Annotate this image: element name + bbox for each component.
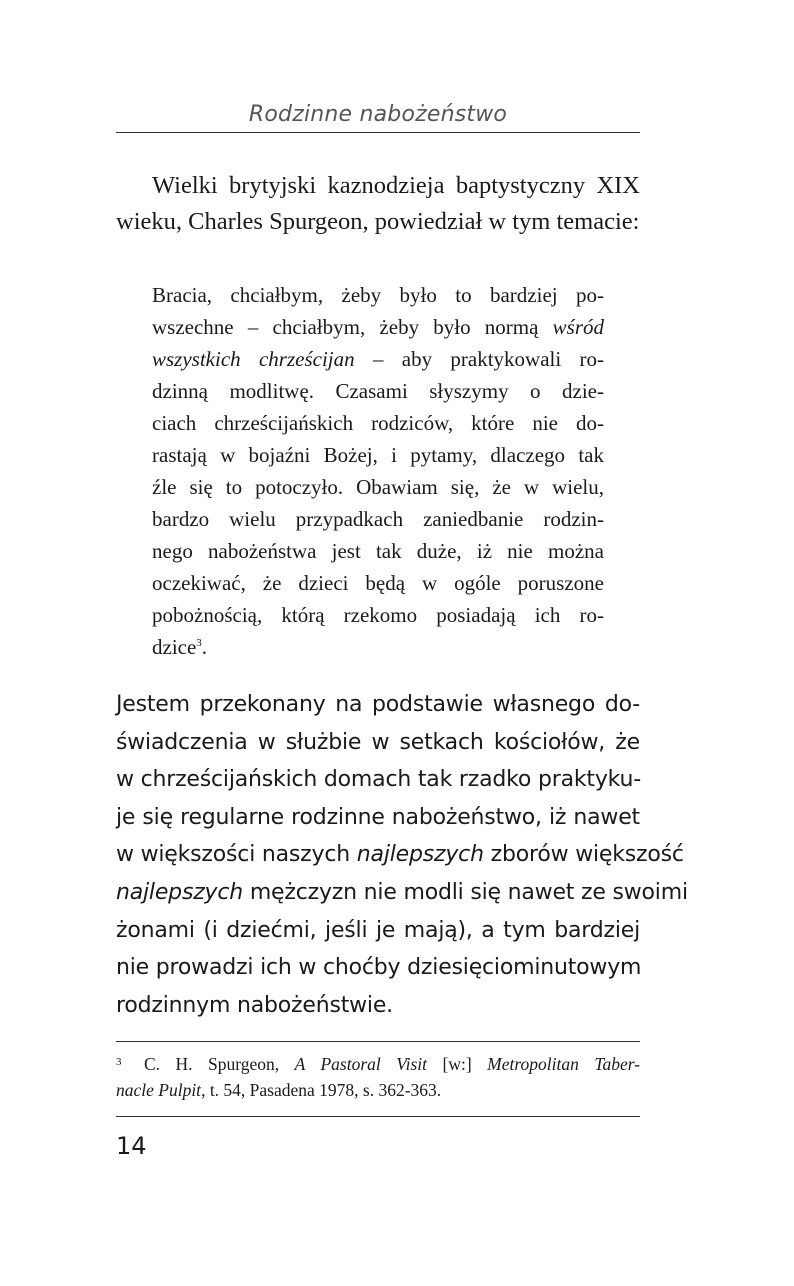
footnote-italic: nacle Pulpit [116, 1080, 202, 1100]
footnote-reference[interactable]: 3 [196, 637, 202, 649]
body-line: nie prowadzi ich w choćby dziesięciominutowym [116, 955, 642, 981]
footnote-number: 3 [116, 1056, 122, 1068]
intro-line: Wielki brytyjski kaznodzieja baptystyczny XIX [152, 172, 640, 199]
quote-line [152, 311, 604, 343]
quote-line: Bracia, chciałbym, żeby było to bardziej po- [152, 283, 604, 307]
footnote-rule [116, 1041, 640, 1042]
quote-italic: wszystkich chrześcijan [152, 347, 355, 371]
quote-line [152, 343, 604, 375]
main-paragraph [116, 686, 688, 1024]
running-header: Rodzinne nabożeństwo [248, 102, 508, 127]
quote-italic: wśród [552, 315, 604, 339]
quote-line: pobożnością, którą rzekomo posiadają ich ro- [152, 603, 604, 627]
quote-line: bardzo wielu przypadkach zaniedbanie rodzin- [152, 507, 604, 531]
body-italic: najlepszych [356, 842, 484, 868]
quote-line: nego nabożeństwa jest tak duże, iż nie można [152, 539, 604, 563]
quote-text: . [201, 635, 208, 659]
body-line: świadczenia w służbie w setkach kościołów, że [116, 729, 640, 755]
body-line [116, 836, 684, 874]
body-text: mężczyzn nie modli się nawet ze swoimi [243, 879, 688, 905]
body-text: zborów większość [483, 842, 684, 868]
footnote-span: C. H. Spurgeon, [144, 1054, 295, 1074]
intro-line: wieku, Charles Spurgeon, powiedział w tym temacie: [116, 208, 640, 235]
body-line: Jestem przekonany na podstawie własnego do- [116, 692, 640, 717]
quote-text: wszechne – chciałbym, żeby było normą [152, 315, 553, 339]
body-text: w większości naszych [116, 842, 357, 868]
footnote-span: [w:] [427, 1054, 488, 1074]
footer-rule [116, 1116, 640, 1117]
footnote-line [116, 1077, 640, 1103]
block-quote [152, 279, 604, 663]
footnote-italic: Metropolitan Taber- [487, 1054, 641, 1074]
footnote-italic: A Pastoral Visit [294, 1054, 428, 1074]
quote-line: źle się to potoczyło. Obawiam się, że w wielu, [152, 475, 604, 499]
body-line: w chrześcijańskich domach tak rzadko praktyku- [116, 767, 641, 793]
quote-line [152, 631, 604, 663]
quote-line: ciach chrześcijańskich rodziców, które nie do- [152, 411, 604, 435]
page-number: 14 [116, 1132, 147, 1160]
body-line: je się regularne rodzinne nabożeństwo, iż nawet [116, 804, 640, 830]
footnote-line [144, 1051, 640, 1077]
quote-line: dzinną modlitwę. Czasami słyszymy o dzie- [152, 379, 604, 403]
quote-text: dzice [152, 635, 197, 659]
header-rule [116, 132, 640, 133]
footnote-span: , t. 54, Pasadena 1978, s. 362-363. [201, 1080, 442, 1100]
body-line: rodzinnym nabożeństwie. [116, 992, 393, 1018]
quote-line: rastają w bojaźni Bożej, i pytamy, dlaczego tak [152, 443, 604, 467]
body-italic: najlepszych [116, 879, 244, 905]
quote-text: – aby praktykowali ro- [354, 347, 604, 371]
quote-line: oczekiwać, że dzieci będą w ogóle poruszone [152, 571, 604, 595]
footnote-text [116, 1051, 641, 1103]
intro-paragraph [116, 168, 640, 240]
body-line [116, 874, 688, 912]
body-line: żonami (i dziećmi, jeśli je mają), a tym bardziej [116, 917, 640, 943]
